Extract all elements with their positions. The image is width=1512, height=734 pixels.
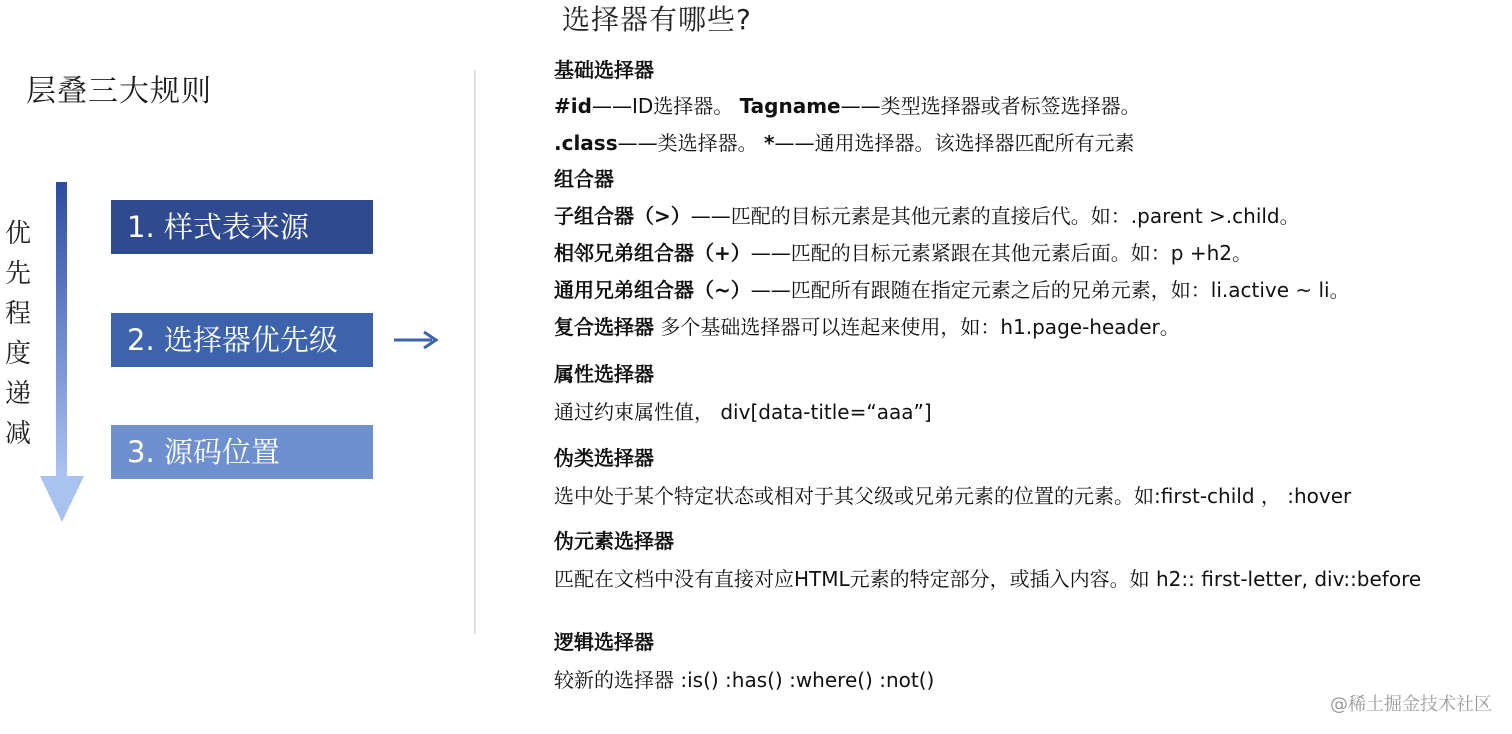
basic-selectors-heading: 基础选择器 <box>554 58 654 82</box>
attribute-selector-text: 通过约束属性值， div[data-title=“aaa”] <box>554 400 932 424</box>
rules-title: 层叠三大规则 <box>26 74 212 109</box>
right-arrow-icon <box>392 330 442 350</box>
attribute-selector-heading: 属性选择器 <box>554 362 654 386</box>
universal-selector-label: * <box>763 131 775 155</box>
watermark: @稀土掘金技术社区 <box>1330 694 1492 715</box>
priority-char: 程 <box>4 299 31 329</box>
priority-descending-label <box>4 214 32 454</box>
class-selector-label: .class <box>554 131 618 155</box>
priority-char: 优 <box>4 219 31 249</box>
tagname-selector-desc: ——类型选择器或者标签选择器。 <box>840 94 1141 118</box>
compound-selector-desc: 多个基础选择器可以连起来使用，如：h1.page-header。 <box>660 315 1180 339</box>
adjacent-combinator-desc: ——匹配的目标元素紧跟在其他元素后面。如：p +h2。 <box>750 241 1252 265</box>
child-combinator-desc: ——匹配的目标元素是其他元素的直接后代。如：.parent >.child。 <box>690 204 1300 228</box>
universal-selector-desc: ——通用选择器。该选择器匹配所有元素 <box>774 131 1135 155</box>
compound-selector-label: 复合选择器 <box>554 315 654 339</box>
logical-selector-heading: 逻辑选择器 <box>554 630 654 654</box>
step-stylesheet-origin: 1. 样式表来源 <box>111 200 373 254</box>
priority-char: 减 <box>4 419 31 449</box>
class-selector-desc: ——类选择器。 <box>617 131 758 155</box>
general-combinator-desc: ——匹配所有跟随在指定元素之后的兄弟元素，如：li.active ~ li。 <box>750 278 1350 302</box>
priority-down-arrow-icon <box>38 182 86 526</box>
pseudo-class-text: 选中处于某个特定状态或相对于其父级或兄弟元素的位置的元素。如:first-child ， :hover <box>554 484 1352 508</box>
compound-selector-line <box>554 311 1180 340</box>
priority-char: 递 <box>4 379 31 409</box>
priority-char: 先 <box>4 259 31 289</box>
pseudo-element-text: 匹配在文档中没有直接对应HTML元素的特定部分，或插入内容。如 h2:: first-letter, div::before <box>554 567 1422 591</box>
id-selector-label: #id <box>554 94 592 118</box>
logical-selector-text: 较新的选择器 :is() :has() :where() :not() <box>554 668 935 692</box>
basic-selectors-line-1 <box>554 90 1141 119</box>
adjacent-combinator-line <box>554 237 1252 266</box>
id-selector-desc: ——ID选择器。 <box>591 94 734 118</box>
tagname-selector-label: Tagname <box>739 94 841 118</box>
selectors-title: 选择器有哪些? <box>562 3 752 36</box>
child-combinator-label: 子组合器（>） <box>554 204 691 228</box>
step-selector-specificity: 2. 选择器优先级 <box>111 313 373 367</box>
general-combinator-line <box>554 274 1350 303</box>
pseudo-class-heading: 伪类选择器 <box>554 446 654 470</box>
child-combinator-line <box>554 200 1300 229</box>
step-source-order: 3. 源码位置 <box>111 425 373 479</box>
adjacent-combinator-label: 相邻兄弟组合器（+） <box>554 241 751 265</box>
pseudo-element-heading: 伪元素选择器 <box>554 529 674 553</box>
combinator-heading: 组合器 <box>554 167 614 191</box>
priority-char: 度 <box>4 339 31 369</box>
panel-divider <box>474 70 476 634</box>
general-combinator-label: 通用兄弟组合器（~） <box>554 278 751 302</box>
basic-selectors-line-2 <box>554 127 1134 156</box>
